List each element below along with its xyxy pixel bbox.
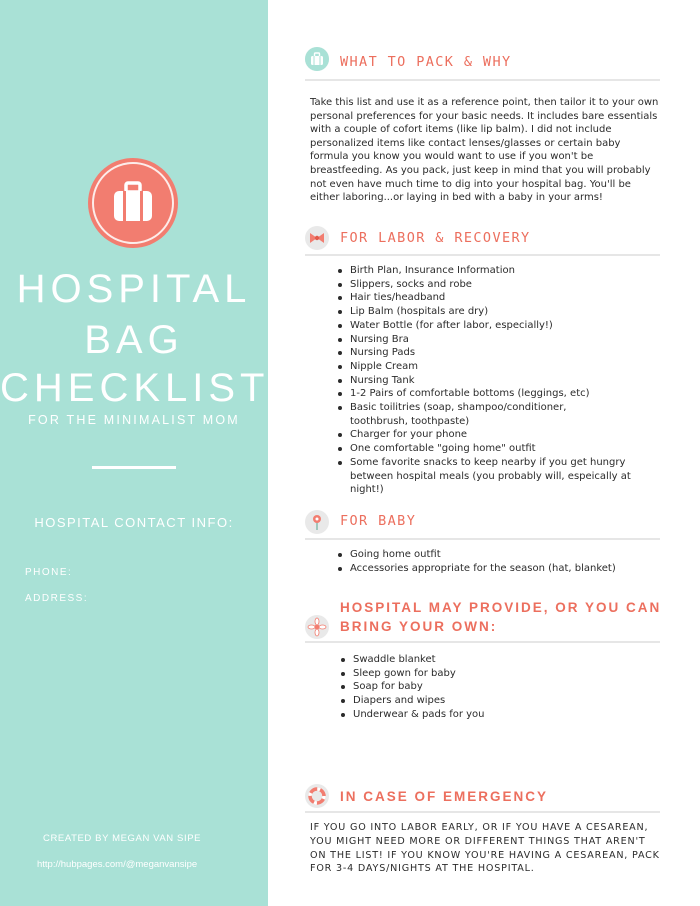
section-title-labor: FOR LABOR & RECOVERY — [340, 230, 531, 246]
section-title-baby: FOR BABY — [340, 513, 417, 529]
section-divider — [305, 79, 660, 81]
suitcase-icon — [88, 158, 178, 248]
list-item: Diapers and wipes — [340, 694, 660, 708]
hospital-list — [340, 653, 660, 722]
list-item: Hair ties/headband — [337, 291, 662, 305]
title-line-2: BAG — [84, 318, 184, 362]
section-title-emergency: IN CASE OF EMERGENCY — [340, 789, 549, 804]
lifebuoy-icon — [305, 784, 329, 808]
list-item: Going home outfit — [337, 548, 662, 562]
section-title-hospital-line2: BRING YOUR OWN: — [340, 619, 498, 634]
section-title-hospital-line1: HOSPITAL MAY PROVIDE, OR YOU CAN — [340, 600, 662, 615]
daisy-icon — [305, 615, 329, 639]
baby-list — [337, 548, 662, 575]
list-item: Slippers, socks and robe — [337, 278, 662, 292]
list-item: Underwear & pads for you — [340, 708, 660, 722]
pack-description: Take this list and use it as a reference point, then tailor it to your own personal preferences for your basic needs. It includes bare essentials with a couple of cofort items (like lip balm). I did not include personalized items like contact lenses/glasses or certain baby formula you know you would want to use if you won't be breastfeeding. As you pack, just keep in mind that you will probably not even have much time to dig into your hospital bag. You'll be either laboring...or laying in bed with a baby in your arms! — [310, 97, 659, 204]
list-item: Soap for baby — [340, 680, 660, 694]
list-item: Some favorite snacks to keep nearby if you get hungry between hospital meals (you probably will, espeically at night!) — [337, 456, 650, 497]
list-item: Nursing Tank — [337, 374, 662, 388]
list-item: 1-2 Pairs of comfortable bottoms (leggings, etc) — [337, 387, 662, 401]
section-divider — [305, 811, 660, 813]
list-item: Swaddle blanket — [340, 653, 660, 667]
list-item: Accessories appropriate for the season (hat, blanket) — [337, 562, 662, 576]
section-divider — [305, 538, 660, 540]
labor-list — [337, 264, 662, 497]
list-item: Basic toilitries (soap, shampoo/conditioner, toothbrush, toothpaste) — [337, 401, 610, 428]
divider — [92, 466, 176, 469]
list-item: Birth Plan, Insurance Information — [337, 264, 662, 278]
sidebar — [0, 0, 268, 906]
emergency-text: IF YOU GO INTO LABOR EARLY, OR IF YOU HAVE A CESAREAN, YOU MIGHT NEED MORE OR DIFFERENT THINGS THAT AREN'T ON THE LIST! IF YOU KNOW YOU'RE HAVING A CESAREAN, PACK FOR 3-4 DAYS/NIGHTS AT THE HOSPITAL. — [310, 822, 660, 875]
list-item: Nipple Cream — [337, 360, 662, 374]
section-title-pack: WHAT TO PACK & WHY — [340, 54, 512, 70]
list-item: Water Bottle (for after labor, especially!) — [337, 319, 662, 333]
credit-url: http://hubpages.com/@meganvansipe — [37, 859, 198, 870]
bow-icon — [305, 226, 329, 250]
flower-icon — [305, 510, 329, 534]
list-item: Sleep gown for baby — [340, 667, 660, 681]
suitcase-icon — [305, 47, 329, 71]
title-line-3: CHECKLIST — [0, 366, 270, 410]
title-line-1: HOSPITAL — [16, 267, 252, 311]
list-item: Nursing Pads — [337, 346, 662, 360]
list-item: Nursing Bra — [337, 333, 662, 347]
address-label: ADDRESS: — [25, 593, 89, 604]
contact-heading: HOSPITAL CONTACT INFO: — [34, 515, 234, 530]
list-item: Charger for your phone — [337, 428, 662, 442]
list-item: Lip Balm (hospitals are dry) — [337, 305, 662, 319]
phone-label: PHONE: — [25, 567, 73, 578]
subtitle: FOR THE MINIMALIST MOM — [28, 413, 240, 427]
credit-text: CREATED BY MEGAN VAN SIPE — [43, 833, 202, 844]
section-divider — [305, 641, 660, 643]
section-divider — [305, 254, 660, 256]
list-item: One comfortable "going home" outfit — [337, 442, 662, 456]
